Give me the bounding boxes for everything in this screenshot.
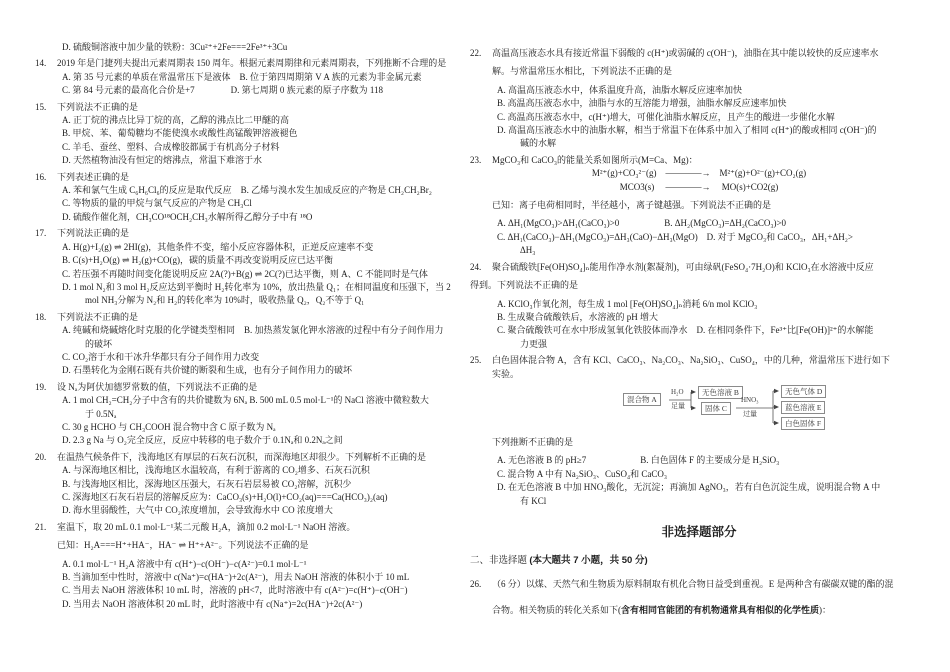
- question-23-line-1: M²⁺(g)+CO₃²⁻(g) ————→ M²⁺(g)+O²⁻(g)+CO₂(g): [591, 168, 807, 179]
- question-25-line-1: 实验。: [492, 368, 520, 379]
- column-left: [35, 38, 463, 611]
- question-25-line-5: C. 混合物 A 中有 Na₂SiO₃、CuSO₄和 CaCO₃: [497, 468, 668, 479]
- question-21-line-1: 已知：H₂A===H⁺+HA⁻，HA⁻ ⇌ H⁺+A²⁻。下列说法不正确的是: [57, 540, 309, 551]
- column-right: [470, 44, 928, 618]
- question-15-line-0: 下列说法不正确的是: [57, 101, 139, 112]
- question-21-line-0: 室温下，取 20 mL 0.1 mol·L⁻¹某二元酸 H₂A，滴加 0.2 mol·L⁻¹ NaOH 溶液。: [57, 521, 356, 532]
- flow-label-h2o: H₂O: [671, 387, 684, 396]
- question-19-number: 19.: [35, 381, 47, 392]
- question-25-line-4: A. 无色溶液 B 的 pH≥7 B. 白色固体 F 的主要成分是 H₂SiO₃: [497, 455, 780, 466]
- question-15-line-1: A. 正丁烷的沸点比异丁烷的高，乙醇的沸点比二甲醚的高: [62, 115, 290, 126]
- question-25-line-6: D. 在无色溶液 B 中加 HNO₃酸化，无沉淀；再滴加 AgNO₃，若有白色沉淀生成，说明混合物 A 中: [497, 482, 881, 493]
- question-25-flowchart: [623, 384, 841, 431]
- question-19-line-0: 设 Nₐ为阿伏加德罗常数的值，下列说法不正确的是: [57, 381, 258, 392]
- question-18-line-3: C. CO₂溶于水和干冰升华都只有分子间作用力改变: [62, 351, 260, 362]
- question-17-line-1: A. H(g)+I₂(g) ⇌ 2HI(g)，其他条件不变，缩小反应容器体积，正逆反应速率不变: [62, 241, 374, 252]
- flow-label-excess-water: 足量: [671, 401, 685, 410]
- question-15-line-3: C. 羊毛、蚕丝、塑料、合成橡胶都属于有机高分子材料: [62, 141, 280, 152]
- flow-box-mixture-a: 混合物 A: [623, 393, 661, 407]
- question-23-line-2: MCO3(s) ————→ MO(s)+CO2(g): [619, 181, 779, 192]
- question-24: [470, 261, 928, 351]
- question-14-line-1: A. 第 35 号元素的单质在常温常压下是液体 B. 位于第四周期第 V A 族的元素为非金属元素: [62, 71, 422, 82]
- question-22-line-1: 解。与常温常压水相比，下列说法不正确的是: [492, 66, 673, 77]
- question-26-line-1: [492, 604, 928, 617]
- question-22-line-6: 碱的水解: [520, 138, 557, 149]
- question-25-line-0: 白色固体混合物 A，含有 KCl、CaCO₃、Na₂CO₃、Na₂SiO₃、CuSO₄，中的几种，常温常压下进行如下: [492, 355, 890, 366]
- question-14-line-0: 2019 年是门捷列夫提出元素周期表 150 周年。根据元素周期律和元素周期表，下列推断不合理的是: [57, 58, 447, 69]
- question-17-line-0: 下列说法正确的是: [57, 228, 130, 239]
- question-21-line-5: D. 当用去 NaOH 溶液体积 20 mL 时，此时溶液中有 c(Na⁺)=2c(HA⁻)+2c(A²⁻): [62, 598, 363, 609]
- question-16: [35, 171, 463, 225]
- question-23-line-4: A. ΔH₁(MgCO₃)>ΔH₁(CaCO₃)>0 B. ΔH₂(MgCO₃)=ΔH₂(CaCO₃)>0: [497, 218, 787, 229]
- question-26-number: 26.: [470, 578, 482, 589]
- section-heading: 非选择题部分: [661, 524, 737, 539]
- question-24-number: 24.: [470, 261, 482, 272]
- question-22-line-5: D. 高温高压液态水中的油脂水解，相当于常温下在体系中加入了相同 c(H⁺)的酸或相同 c(OH⁻)的: [497, 125, 877, 136]
- question-15-line-2: B. 甲烷、苯、葡萄糖均不能使溴水或酸性高锰酸钾溶液褪色: [62, 128, 298, 139]
- question-16-line-2: C. 等物质的量的甲烷与氯气反应的产物是 CH₃Cl: [62, 198, 252, 209]
- question-22-line-3: B. 高温高压液态水中，油脂与水的互溶能力增强，油脂水解反应速率加快: [497, 98, 787, 109]
- flow-label-hno3: HNO₃: [741, 395, 759, 404]
- question-15-line-4: D. 天然植物油没有恒定的熔沸点，常温下难溶于水: [62, 155, 263, 166]
- question-20: [35, 451, 463, 518]
- question-23-line-5: C. ΔH₁(CaCO₃)−ΔH₁(MgCO₃)=ΔH₃(CaO)−ΔH₃(MgO) D. 对于 MgCO₃和 CaCO₃，ΔH₁+ΔH₂>: [497, 231, 853, 242]
- question-20-line-0: 在温热气候条件下，浅海地区有厚层的石灰石沉积，而深海地区却很少。下列解析不正确的是: [57, 451, 427, 462]
- question-21-number: 21.: [35, 521, 47, 532]
- question-23-line-6: ΔH₃: [520, 245, 536, 256]
- question-15: [35, 101, 463, 168]
- question-20-line-1: A. 与深海地区相比，浅海地区水温较高，有利于游离的 CO₂增多、石灰石沉积: [62, 465, 370, 476]
- question-18-line-2: 的破坏: [85, 338, 113, 349]
- question-22: [470, 47, 928, 151]
- question-18-line-0: 下列说法不正确的是: [57, 311, 139, 322]
- question-17-line-5: mol NH₃分解为 N₂和 H₂的转化率为 10%时，吸收热量 Q₂，Q₂不等于 Q₁: [85, 295, 365, 306]
- question-18: [35, 311, 463, 378]
- question-16-line-0: 下列表述正确的是: [57, 171, 130, 182]
- question-15-number: 15.: [35, 101, 47, 112]
- question-24-line-4: C. 聚合硫酸铁可在水中形成氢氧化铁胶体而净水 D. 在相同条件下，Fe³⁺比[Fe(OH)]²⁺的水解能: [497, 325, 874, 336]
- question-17-number: 17.: [35, 228, 47, 239]
- question-24-line-3: B. 生成聚合硫酸铁后，水溶液的 pH 增大: [497, 311, 659, 322]
- question-20-line-3: C. 深海地区石灰石岩层的溶解反应为：CaCO₃(s)+H₂O(l)+CO₂(aq)===Ca(HCO₃)₂(aq): [62, 492, 388, 502]
- question-25-number: 25.: [470, 355, 482, 366]
- question-25-line-7: 有 KCl: [520, 495, 547, 506]
- flow-box-blue-solution-e: 蓝色溶液 E: [781, 401, 825, 415]
- question-16-line-3: D. 硫酸作催化剂，CH₃CO¹⁸OCH₂CH₃水解所得乙醇分子中有 ¹⁸O: [62, 211, 313, 222]
- question-22-number: 22.: [470, 48, 482, 58]
- question-19-line-1: A. 1 mol CH₂=CH₂分子中含有的共价键数为 6Nₐ B. 500 mL 0.5 mol·L⁻¹的 NaCl 溶液中微粒数大: [62, 395, 429, 406]
- question-22-line-0: 高温高压液态水具有接近常温下弱酸的 c(H⁺)或弱碱的 c(OH⁻)，油脂在其中能以较快的反应速率水: [492, 48, 879, 58]
- question-22-line-4: C. 高温高压液态水中，c(H⁺)增大，可催化油脂水解反应，且产生的酸进一步催化水解: [497, 111, 835, 122]
- question-23: [470, 154, 928, 258]
- question-20-line-4: D. 海水里弱酸性，大气中 CO₂浓度增加，会导致海水中 CO 浓度增大: [62, 505, 333, 516]
- question-18-line-1: A. 纯碱和烧碱熔化时克服的化学键类型相同 B. 加热蒸发氯化钾水溶液的过程中有分子间作用力: [62, 325, 444, 336]
- question-25-line-3: 下列推断不正确的是: [492, 436, 574, 447]
- question-23-line-0: MgCO₃和 CaCO₃的能量关系如图所示(M=Ca、Mg)：: [492, 154, 698, 165]
- question-17-line-3: C. 若压强不再随时间变化能说明反应 2A(?)+B(g) ⇌ 2C(?)已达平衡，则 A、C 不能同时是气体: [62, 268, 428, 279]
- question-17: [35, 227, 463, 307]
- question-19-line-2: 于 0.5Nₐ: [85, 408, 117, 419]
- question-26-part-1-0: 合物。相关物质的转化关系如下(: [492, 605, 621, 616]
- flow-box-colorless-gas-d: 无色气体 D: [781, 385, 826, 399]
- question-25: [470, 354, 928, 508]
- question-22-line-2: A. 高温高压液态水中，体系温度升高，油脂水解反应速率加快: [497, 84, 743, 95]
- question-14: [35, 57, 463, 97]
- question-16-line-1: A. 苯和氯气生成 C₆H₆Cl₆的反应是取代反应 B. 乙烯与溴水发生加成反应的产物是 CH₂CH₂Br₂: [62, 185, 432, 196]
- question-26-part-1-2: )：: [819, 605, 832, 616]
- question-21-line-4: C. 当用去 NaOH 溶液体积 10 mL 时，溶液的 pH<7，此时溶液中有 c(A²⁻)=c(H⁺)−c(OH⁻): [62, 585, 408, 596]
- question-23-line-3: 已知：离子电荷相同时，半径越小，离子键越强。下列说法不正确的是: [492, 200, 772, 211]
- question-14-number: 14.: [35, 58, 47, 69]
- question-14-line-2: C. 第 84 号元素的最高化合价是+7 D. 第七周期 0 族元素的原子序数为 118: [62, 85, 383, 96]
- section-subheader-part-0: 二、非选择题: [470, 555, 530, 566]
- flow-label-excess-acid: 过量: [743, 409, 757, 418]
- question-24-line-5: 力更强: [520, 338, 548, 349]
- question-16-number: 16.: [35, 171, 47, 182]
- question-26-part-1-1: 含有相同官能团的有机物通常具有相似的化学性质: [621, 605, 820, 616]
- flow-box-solid-c: 固体 C: [701, 402, 731, 416]
- flow-box-white-solid-f: 白色固体 F: [781, 417, 825, 431]
- question-21-line-2: A. 0.1 mol·L⁻¹ H₂A 溶液中有 c(H⁺)−c(OH⁻)−c(A²⁻)=0.1 mol·L⁻¹: [62, 558, 307, 569]
- flow-box-colorless-solution-b: 无色溶液 B: [698, 386, 743, 400]
- question-20-line-2: B. 与浅海地区相比，深海地区压强大，石灰石岩层易被 CO₂溶解，沉积少: [62, 478, 352, 489]
- question-17-line-4: D. 1 mol N₂和 3 mol H₂反应达到平衡时 H₂转化率为 10%，放出热量 Q₁；在相同温度和压强下，当 2: [62, 281, 451, 292]
- question-26: [470, 578, 928, 618]
- question-24-line-1: 得到。下列说法不正确的是: [470, 280, 579, 291]
- question-13-option-d-line-0: D. 硫酸铜溶液中加少量的铁粉：3Cu²⁺+2Fe===2Fe³⁺+3Cu: [62, 42, 288, 52]
- question-24-line-0: 聚合硫酸铁[Fe(OH)SO₄]ₙ能用作净水剂(絮凝剂)，可由绿矾(FeSO₄·7H₂O)和 KClO₃在水溶液中反应: [492, 261, 874, 272]
- question-21: [35, 521, 463, 611]
- section-subheader-part-1: (本大题共 7 小题，共 50 分): [529, 554, 648, 566]
- question-26-line-0: （6 分）以煤、天然气和生物质为原料制取有机化合物日益受到重视。E 是两种含有碳碳双键的酯的混: [492, 578, 894, 589]
- question-17-line-2: B. C(s)+H₂O(g) ⇌ H₂(g)+CO(g)，碳的质量不再改变说明反应已达平衡: [62, 255, 333, 266]
- question-13-option-d: [35, 41, 463, 54]
- question-23-number: 23.: [470, 154, 482, 165]
- question-20-number: 20.: [35, 451, 47, 462]
- question-19-line-4: D. 2.3 g Na 与 O₂完全反应，反应中转移的电子数介于 0.1Nₐ和 0.2Nₐ之间: [62, 435, 343, 446]
- question-18-line-4: D. 石墨转化为金刚石既有共价键的断裂和生成，也有分子间作用力的破坏: [62, 365, 353, 376]
- question-21-line-3: B. 当滴加至中性时，溶液中 c(Na⁺)=c(HA⁻)+2c(A²⁻)，用去 NaOH 溶液的体积小于 10 mL: [62, 572, 410, 583]
- question-18-number: 18.: [35, 311, 47, 322]
- question-19: [35, 381, 463, 448]
- question-19-line-3: C. 30 g HCHO 与 CH₃COOH 混合物中含 C 原子数为 Nₐ: [62, 421, 276, 432]
- section-subheader: [470, 554, 928, 568]
- question-24-line-2: A. KClO₃作氧化剂，每生成 1 mol [Fe(OH)SO₄]ₙ消耗 6/n mol KClO₃: [497, 298, 758, 309]
